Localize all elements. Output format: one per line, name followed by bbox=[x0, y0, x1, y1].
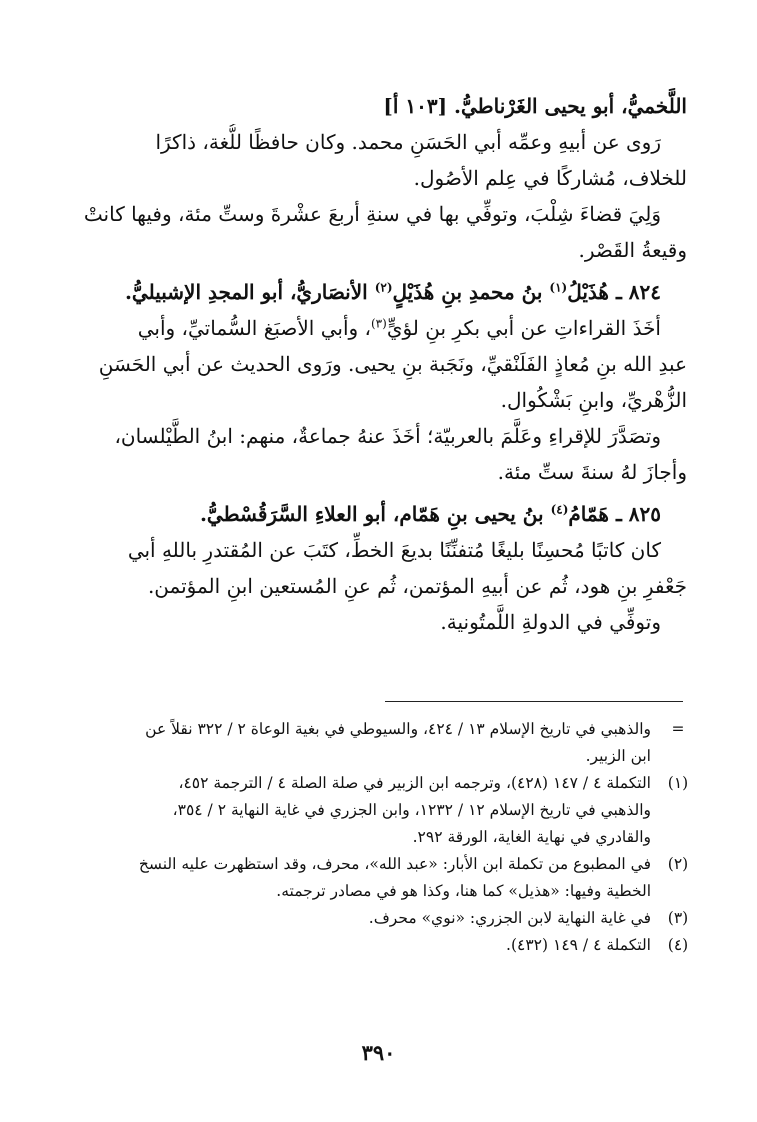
paragraph bbox=[72, 418, 687, 490]
footnotes bbox=[55, 716, 695, 959]
text-line bbox=[72, 310, 687, 346]
text-line: جَعْفرِ بنِ هود، ثُم عن أبيهِ المؤتمن، ثُم عنِ المُستعين ابنِ المؤتمن. bbox=[147, 574, 687, 598]
footnote-1 bbox=[55, 770, 695, 851]
text-run: أخَذَ القراءاتِ عن أبي بكرِ بنِ لؤيٍّ bbox=[386, 316, 661, 340]
entry-number: ٨٢٤ ـ هُذَيْلُ bbox=[567, 280, 661, 304]
footnote-mark: (٢) bbox=[667, 855, 689, 873]
text-line: وقيعةُ القَصْر. bbox=[578, 238, 687, 262]
footnote-line: ابن الزبير. bbox=[585, 747, 651, 765]
footnote-line: التكملة ٤ / ١٤٧ (٤٢٨)، وترجمه ابن الزبير في صلة الصلة ٤ / الترجمة ٤٥٢، bbox=[178, 774, 651, 792]
paragraph bbox=[72, 196, 687, 268]
text-line: وتوفِّي في الدولةِ اللَّمتُونية. bbox=[440, 610, 661, 634]
footnote-mark: (٣) bbox=[667, 909, 689, 927]
footnote-ref: (٢) bbox=[374, 280, 393, 295]
paragraph bbox=[72, 310, 687, 418]
text-line: كان كاتبًا مُحسِنًا بليغًا مُتفنِّنًا بديعَ الخطِّ، كتَبَ عن المُقتدرِ باللهِ أبي bbox=[127, 538, 661, 562]
footnote-4 bbox=[55, 932, 695, 959]
text-line: وتصَدَّرَ للإقراءِ وعَلَّمَ بالعربيّة؛ أخَذَ عنهُ جماعةٌ، منهم: ابنُ الطَّيْلسان، bbox=[114, 424, 661, 448]
footnote-line: والقادري في نهاية الغاية، الورقة ٢٩٢. bbox=[412, 828, 651, 846]
entry-823-tail bbox=[72, 88, 687, 124]
footnote-continued bbox=[55, 716, 695, 770]
footnote-mark: (٤) bbox=[667, 936, 689, 954]
text-line bbox=[72, 496, 687, 532]
text-line bbox=[72, 274, 687, 310]
footnote-ref: (١) bbox=[549, 280, 568, 295]
footnote-mark: (١) bbox=[667, 774, 689, 792]
paragraph bbox=[72, 604, 687, 640]
text-line: وأجازَ لهُ سنةَ ستِّ مئة. bbox=[497, 460, 687, 484]
footnote-line: والذهبي في تاريخ الإسلام ١٣ / ٤٢٤، والسيوطي في بغية الوعاة ٢ / ٣٢٢ نقلاً عن bbox=[145, 720, 651, 738]
footnote-line: في غاية النهاية لابن الجزري: «نوي» محرف. bbox=[368, 909, 651, 927]
footnote-divider bbox=[385, 701, 683, 702]
text-line: للخلاف، مُشاركًا في عِلم الأصُول. bbox=[413, 166, 687, 190]
footnote-2 bbox=[55, 851, 695, 905]
paragraph bbox=[72, 532, 687, 604]
text-line: اللَّخميُّ، أبو يحيى الغَرْناطيُّ. [١٠٣ أ] bbox=[383, 94, 687, 118]
entry-825-heading bbox=[72, 496, 687, 532]
text-line: وَلِيَ قضاءَ شِلْبَ، وتوفِّي بها في سنةِ أربعَ عشْرةَ وستِّ مئة، وفيها كانتْ bbox=[83, 202, 661, 226]
footnote-ref: (٤) bbox=[550, 502, 569, 517]
footnote-3 bbox=[55, 905, 695, 932]
footnote-line: والذهبي في تاريخ الإسلام ١٢ / ١٢٣٢، وابن الجزري في غاية النهاية ٢ / ٣٥٤، bbox=[172, 801, 651, 819]
text-line: الزُّهْريِّ، وابنِ بَشْكُوال. bbox=[500, 388, 687, 412]
text-line: رَوى عن أبيهِ وعمِّه أبي الحَسَنِ محمد. وكان حافظًا للُّغة، ذاكرًا bbox=[155, 130, 661, 154]
entry-824-heading bbox=[72, 274, 687, 310]
text-line: عبدِ الله بنِ مُعاذٍ الفَلَنْقيِّ، ونَجَبة بنِ يحيى. ورَوى الحديث عن أبي الحَسَنِ bbox=[98, 352, 687, 376]
footnote-line: الخطية وفيها: «هذيل» كما هنا، وكذا هو في مصادر ترجمته. bbox=[276, 882, 651, 900]
heading-text: بنُ محمدِ بنِ هُذَيْلٍ bbox=[392, 280, 550, 304]
footnote-mark: = bbox=[671, 720, 685, 738]
page-number: ٣٩٠ bbox=[361, 1040, 396, 1065]
text-run: ، وأبي الأصبَغ السُّماتيِّ، وأبي bbox=[137, 316, 371, 340]
entry-number: ٨٢٥ ـ هَمّامُ bbox=[568, 502, 661, 526]
main-text bbox=[72, 88, 687, 640]
footnote-line: في المطبوع من تكملة ابن الأبار: «عبد الله»، محرف، وقد استظهرت عليه النسخ bbox=[138, 855, 651, 873]
heading-text: الأنصَاريُّ، أبو المجدِ الإشبيليُّ. bbox=[124, 280, 375, 304]
heading-text: بنُ يحيى بنِ هَمّام، أبو العلاءِ السَّرَقُسْطيُّ. bbox=[199, 502, 551, 526]
footnote-ref: (٣) bbox=[370, 316, 387, 331]
paragraph bbox=[72, 124, 687, 196]
footnote-line: التكملة ٤ / ١٤٩ (٤٣٢). bbox=[506, 936, 651, 954]
